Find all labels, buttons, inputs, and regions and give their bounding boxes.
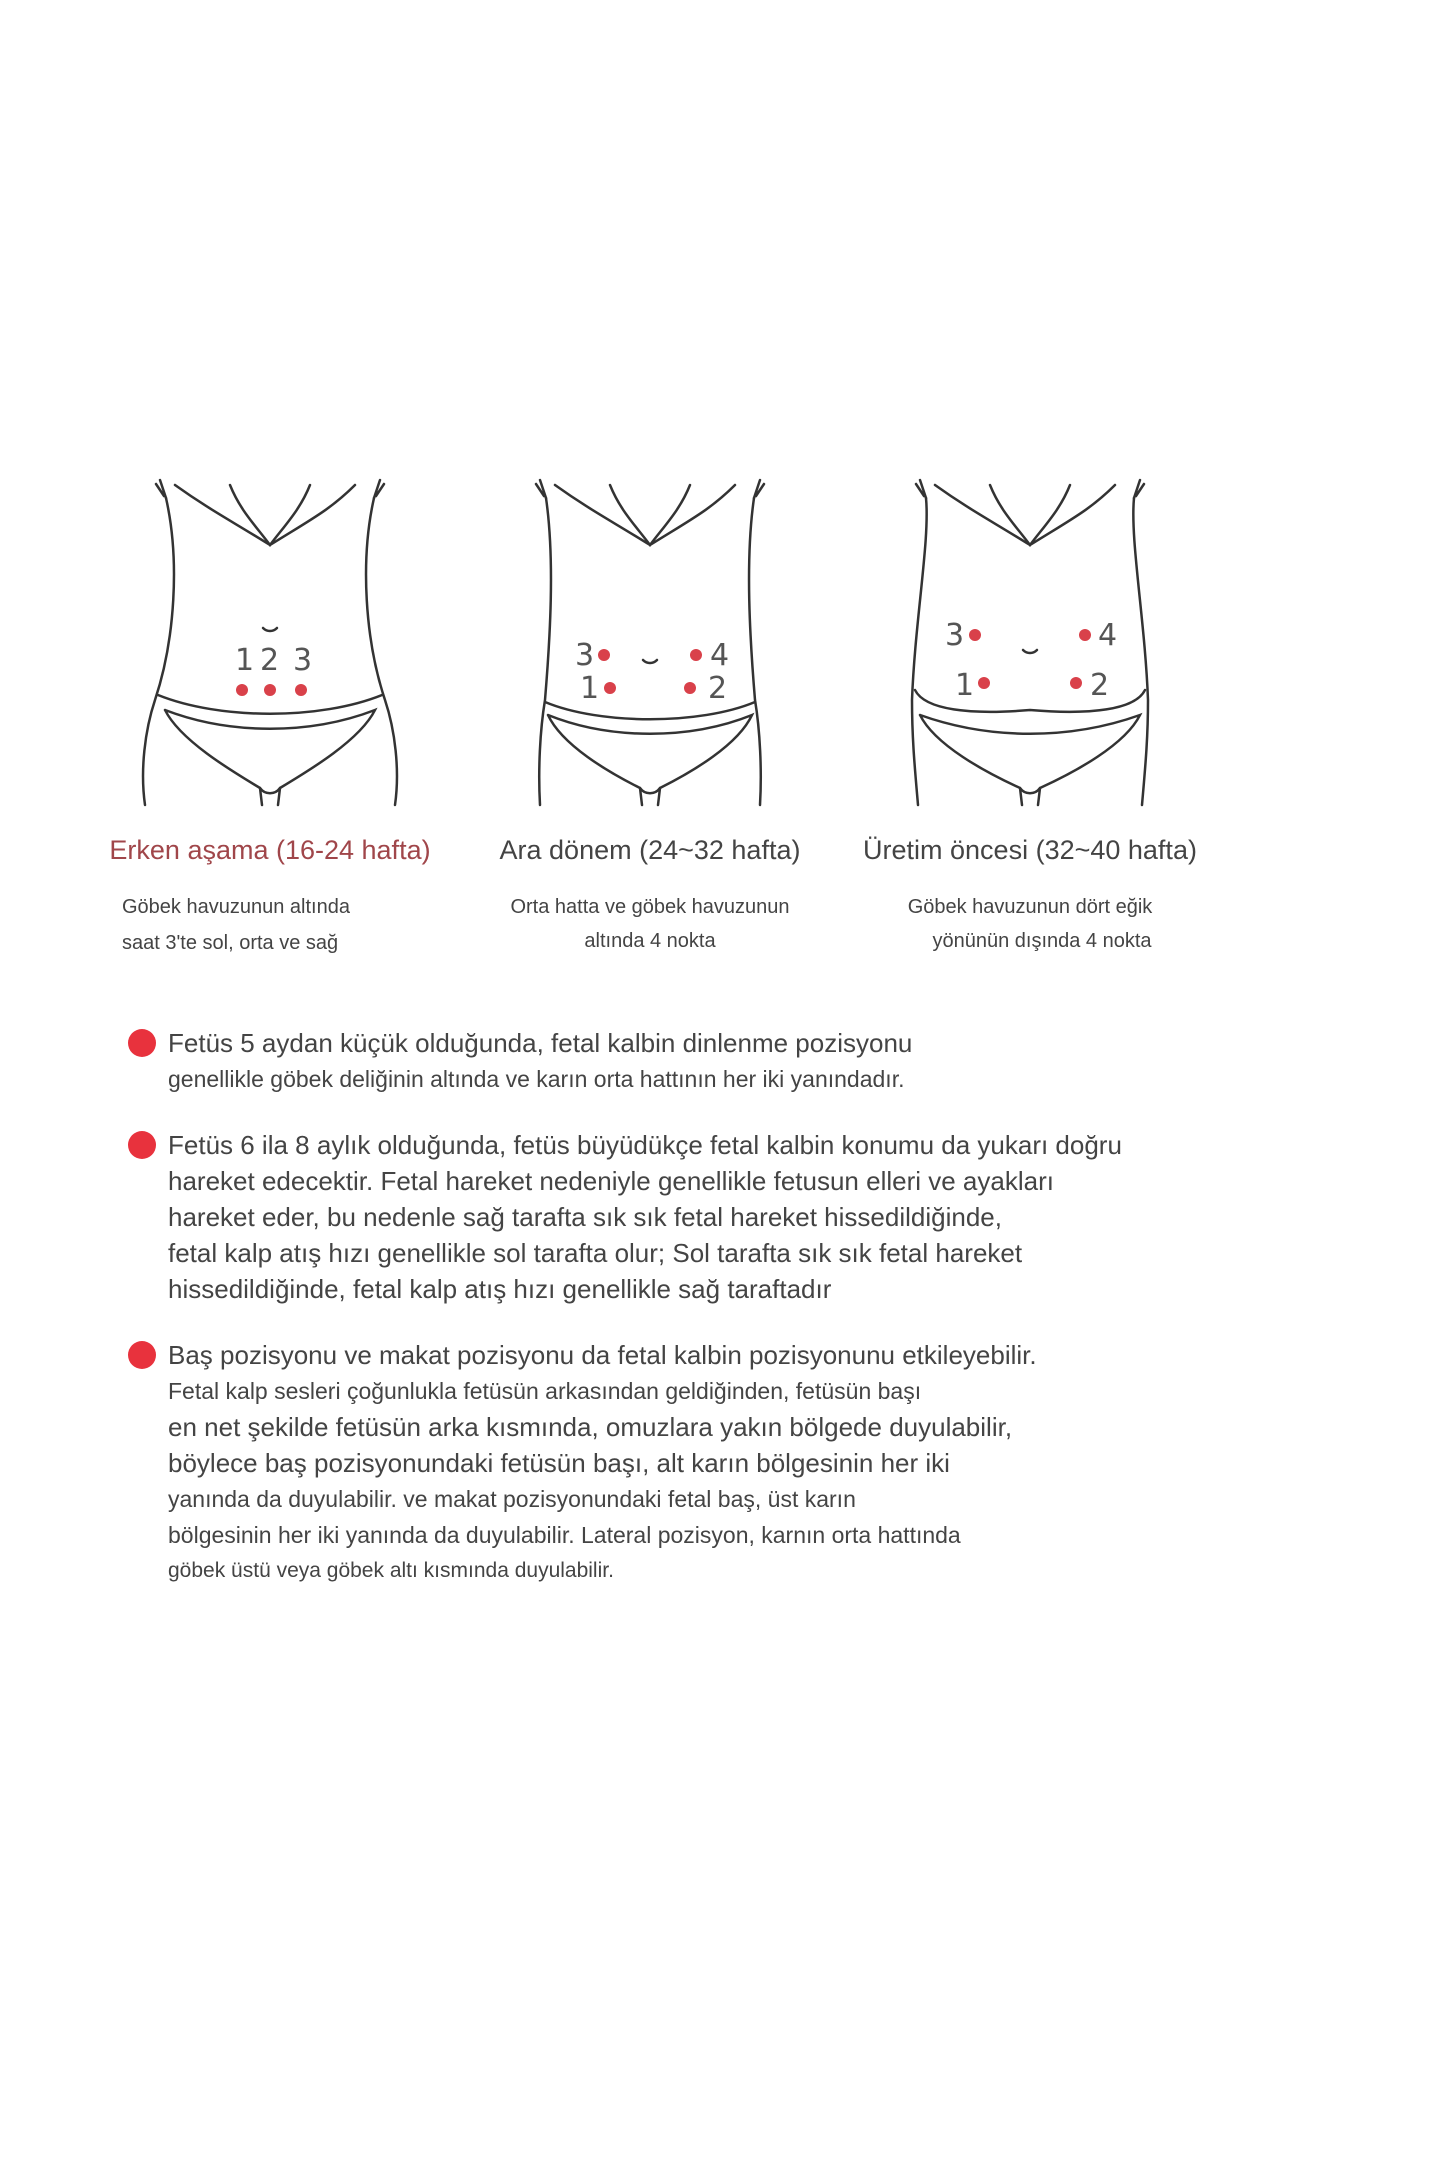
stage-title: Üretim öncesi (32~40 hafta) bbox=[863, 835, 1197, 865]
stage-description bbox=[122, 890, 442, 960]
note-line: böylece baş pozisyonundaki fetüsün başı, alt karın bölgesinin her iki bbox=[168, 1448, 950, 1478]
heartbeat-point bbox=[604, 682, 616, 694]
point-label: 4 bbox=[710, 638, 730, 673]
body-figure-late bbox=[880, 470, 1180, 810]
note-line: göbek üstü veya göbek altı kısmında duyulabilir. bbox=[168, 1559, 614, 1582]
heartbeat-point bbox=[978, 677, 990, 689]
stage-late bbox=[840, 470, 1220, 990]
description-line: Göbek havuzunun altında bbox=[122, 896, 350, 918]
point-label: 2 bbox=[708, 671, 728, 706]
heartbeat-point bbox=[684, 682, 696, 694]
heartbeat-point bbox=[236, 684, 248, 696]
point-label: 1 bbox=[580, 671, 600, 706]
note-line: hareket eder, bu nedenle sağ tarafta sık sık fetal hareket hissedildiğinde, bbox=[168, 1202, 1002, 1232]
point-label: 2 bbox=[260, 643, 280, 678]
heartbeat-point bbox=[1079, 629, 1091, 641]
torso-illustration bbox=[120, 470, 420, 810]
note-line: Fetüs 6 ila 8 aylık olduğunda, fetüs büyüdükçe fetal kalbin konumu da yukarı doğru bbox=[168, 1130, 1122, 1160]
point-label: 3 bbox=[575, 638, 595, 673]
note-item bbox=[120, 1337, 1270, 1589]
note-item bbox=[120, 1025, 1270, 1097]
note-line: yanında da duyulabilir. ve makat pozisyonundaki fetal baş, üst karın bbox=[168, 1486, 856, 1512]
description-line: Orta hatta ve göbek havuzunun bbox=[510, 896, 790, 918]
heartbeat-point bbox=[295, 684, 307, 696]
note-line: Fetal kalp sesleri çoğunlukla fetüsün arkasından geldiğinden, fetüsün başı bbox=[168, 1378, 922, 1404]
point-label: 2 bbox=[1090, 668, 1110, 703]
note-item bbox=[120, 1127, 1270, 1307]
point-label: 3 bbox=[293, 643, 313, 678]
notes-section bbox=[120, 1025, 1270, 1619]
note-line: genellikle göbek deliğinin altında ve karın orta hattının her iki yanındadır. bbox=[168, 1066, 905, 1092]
stage-middle bbox=[460, 470, 840, 990]
heartbeat-point bbox=[969, 629, 981, 641]
stage-title: Erken aşama (16-24 hafta) bbox=[109, 835, 431, 865]
heartbeat-point bbox=[1070, 677, 1082, 689]
note-line: fetal kalp atış hızı genellikle sol tarafta olur; Sol tarafta sık sık fetal hareket bbox=[168, 1238, 1023, 1268]
stage-description bbox=[840, 890, 1220, 958]
body-figure-early bbox=[120, 470, 420, 810]
stage-title: Ara dönem (24~32 hafta) bbox=[499, 835, 801, 865]
note-line: bölgesinin her iki yanında da duyulabilir. Lateral pozisyon, karnın orta hattında bbox=[168, 1522, 961, 1548]
bullet-dot-icon bbox=[128, 1131, 156, 1159]
description-line: Göbek havuzunun dört eğik bbox=[907, 896, 1153, 918]
note-line: hareket edecektir. Fetal hareket nedeniyle genellikle fetusun elleri ve ayakları bbox=[168, 1166, 1054, 1196]
torso-illustration bbox=[880, 470, 1180, 810]
heartbeat-point bbox=[264, 684, 276, 696]
point-label: 4 bbox=[1098, 618, 1118, 653]
stages-section bbox=[0, 470, 1440, 990]
description-line: saat 3'te sol, orta ve sağ bbox=[122, 932, 339, 954]
point-label: 1 bbox=[955, 668, 975, 703]
description-line: yönünün dışında 4 nokta bbox=[932, 930, 1152, 952]
body-figure-middle bbox=[500, 470, 800, 810]
point-label: 3 bbox=[945, 618, 965, 653]
note-line: hissedildiğinde, fetal kalp atış hızı genellikle sağ taraftadır bbox=[168, 1274, 832, 1304]
heartbeat-point bbox=[690, 649, 702, 661]
stage-early bbox=[80, 470, 460, 990]
note-line: en net şekilde fetüsün arka kısmında, omuzlara yakın bölgede duyulabilir, bbox=[168, 1412, 1013, 1442]
bullet-dot-icon bbox=[128, 1341, 156, 1369]
description-line: altında 4 nokta bbox=[584, 930, 716, 952]
point-label: 1 bbox=[235, 643, 255, 678]
stage-description bbox=[460, 890, 840, 958]
note-line: Fetüs 5 aydan küçük olduğunda, fetal kalbin dinlenme pozisyonu bbox=[168, 1028, 913, 1058]
bullet-dot-icon bbox=[128, 1029, 156, 1057]
heartbeat-point bbox=[598, 649, 610, 661]
note-line: Baş pozisyonu ve makat pozisyonu da fetal kalbin pozisyonunu etkileyebilir. bbox=[168, 1340, 1037, 1370]
torso-illustration bbox=[500, 470, 800, 810]
